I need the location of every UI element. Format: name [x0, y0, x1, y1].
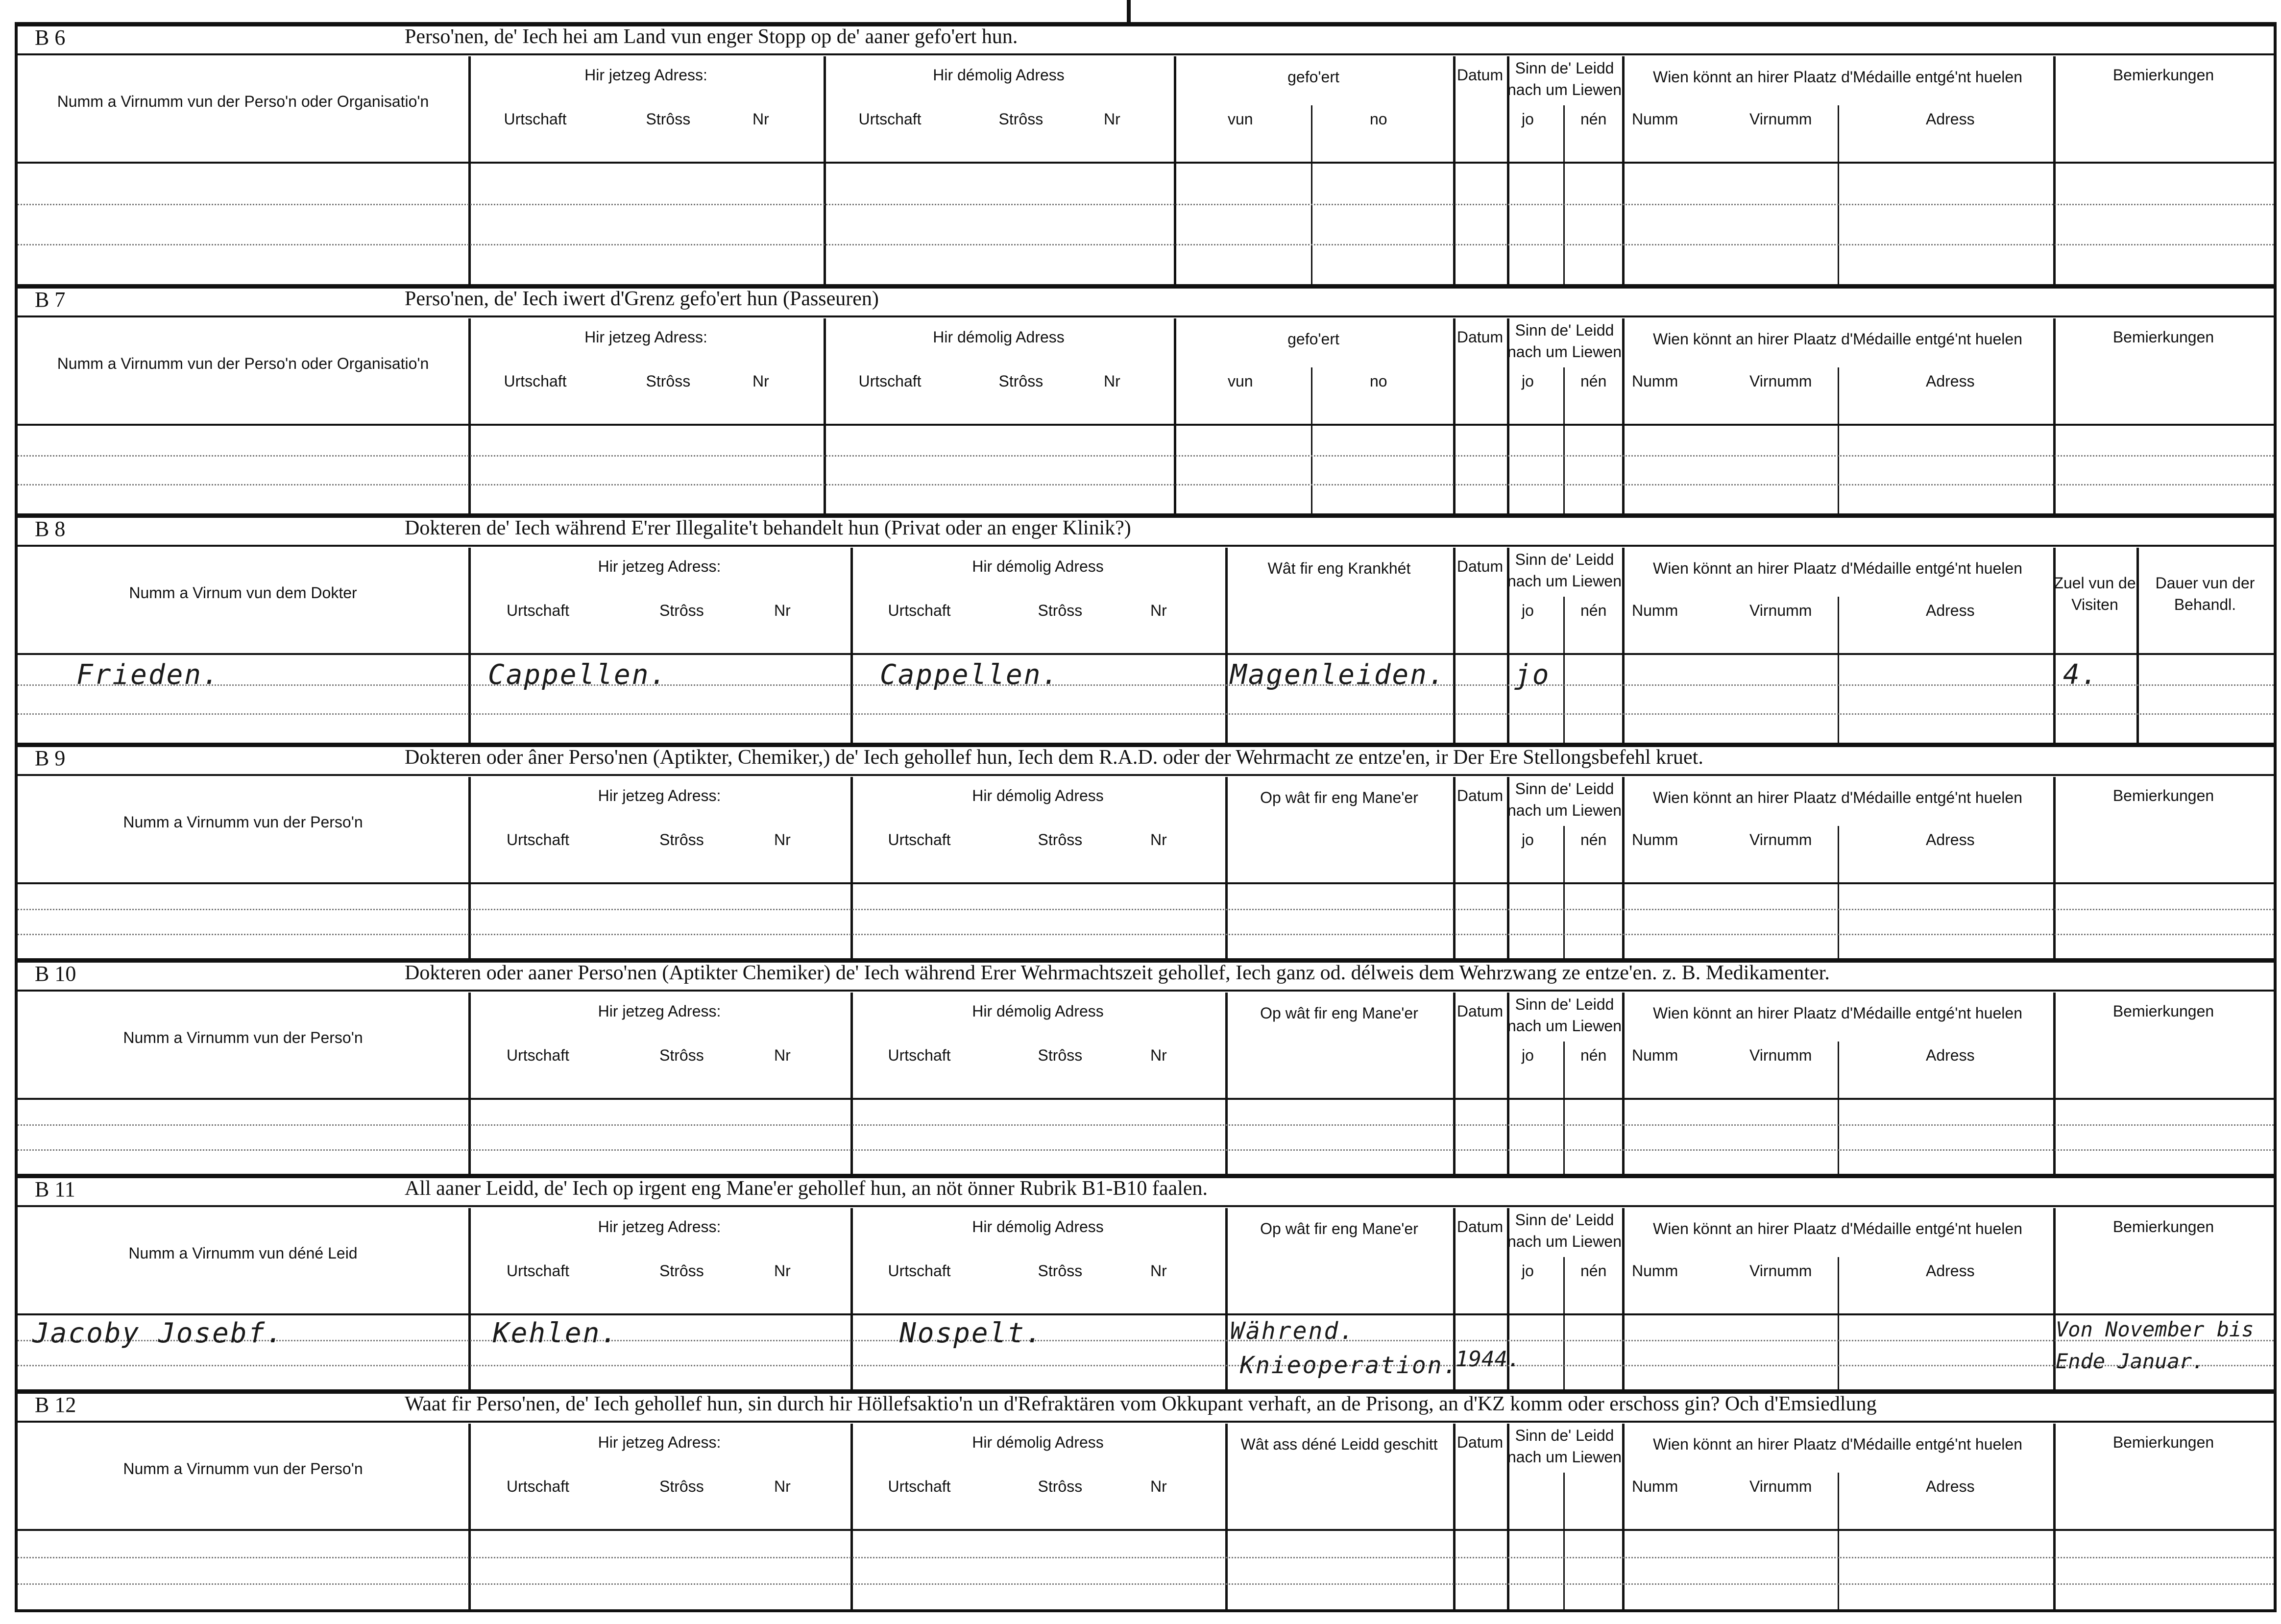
header-rule — [18, 424, 2274, 426]
surname-header: Numm — [1632, 831, 1678, 848]
header-rule — [18, 882, 2274, 884]
place-header: Urtschaft — [504, 110, 567, 128]
alive-header: Sinn de' Leidd nach um Liewen — [1507, 995, 1622, 1035]
street-header: Strôss — [646, 372, 691, 390]
no-header: nén — [1580, 831, 1607, 848]
surname-header: Numm — [1632, 1478, 1678, 1495]
former-address-header: Hir démolig Adress — [972, 787, 1104, 804]
yes-header: jo — [1522, 1262, 1534, 1280]
column-divider — [1174, 56, 1176, 284]
remarks-header: Bemierkungen — [2112, 1433, 2214, 1451]
street-header: Strôss — [1038, 831, 1083, 848]
entry-manner-line2[interactable]: Knieoperation. — [1240, 1352, 1459, 1379]
medal-header: Wien könnt an hirer Plaatz d'Médaille entgé'nt huelen — [1652, 330, 2022, 348]
place-header: Urtschaft — [507, 1046, 570, 1064]
row-rule — [18, 1557, 2274, 1558]
medal-header: Wien könnt an hirer Plaatz d'Médaille entgé'nt huelen — [1652, 1004, 2022, 1022]
street-header: Strôss — [659, 1478, 704, 1495]
entry-alive[interactable]: jo — [1514, 659, 1551, 691]
street-header: Strôss — [1038, 1478, 1083, 1495]
to-header: no — [1370, 110, 1387, 128]
to-header: no — [1370, 372, 1387, 390]
address-header: Adress — [1926, 110, 1975, 128]
yes-no-divider — [1563, 1042, 1565, 1174]
title-rule — [18, 1421, 2274, 1423]
yes-header: jo — [1522, 602, 1534, 619]
address-header: Adress — [1926, 602, 1975, 619]
yes-header: jo — [1522, 110, 1534, 128]
entry-remark-line2[interactable]: Ende Januar. — [2056, 1349, 2205, 1373]
date-header: Datum — [1456, 787, 1504, 804]
title-rule — [18, 315, 2274, 317]
street-header: Strôss — [659, 602, 704, 619]
medal-divider — [1838, 826, 1839, 958]
column3-header: gefo'ert — [1287, 330, 1339, 348]
section-b8 — [18, 513, 2274, 743]
column-divider — [2053, 56, 2056, 284]
title-rule — [18, 53, 2274, 55]
row-rule — [18, 1365, 2274, 1366]
place-header: Urtschaft — [507, 1478, 570, 1495]
yes-header: jo — [1522, 372, 1534, 390]
number-header: Nr — [1150, 1262, 1167, 1280]
address-header: Adress — [1926, 831, 1975, 848]
medal-header: Wien könnt an hirer Plaatz d'Médaille entgé'nt huelen — [1652, 1220, 2022, 1237]
number-header: Nr — [1150, 831, 1167, 848]
alive-header: Sinn de' Leidd nach um Liewen — [1507, 59, 1622, 98]
yes-header: jo — [1522, 831, 1534, 848]
name-header: Numm a Virnumm vun der Perso'n — [123, 1029, 363, 1046]
former-address-header: Hir démolig Adress — [972, 557, 1104, 575]
row-rule — [18, 204, 2274, 205]
medal-divider — [1838, 1042, 1839, 1174]
medal-divider — [1838, 367, 1839, 513]
date-header: Datum — [1456, 1002, 1504, 1020]
form-page — [15, 22, 2277, 1612]
surname-header: Numm — [1632, 1262, 1678, 1280]
medal-header: Wien könnt an hirer Plaatz d'Médaille entgé'nt huelen — [1652, 789, 2022, 806]
place-header: Urtschaft — [858, 110, 922, 128]
entry-visits[interactable]: 4. — [2063, 659, 2099, 691]
street-header: Strôss — [659, 1262, 704, 1280]
current-address-header: Hir jetzeg Adress: — [598, 557, 721, 575]
place-header: Urtschaft — [858, 372, 922, 390]
number-header: Nr — [774, 602, 791, 619]
from-to-divider — [1311, 105, 1312, 284]
date-header: Datum — [1456, 1433, 1504, 1451]
yes-no-divider — [1563, 367, 1565, 513]
place-header: Urtschaft — [507, 1262, 570, 1280]
section-title: Perso'nen, de' Iech iwert d'Grenz gefo'ert hun (Passeuren) — [405, 288, 879, 310]
section-id: B 10 — [35, 962, 76, 986]
former-address-header: Hir démolig Adress — [972, 1002, 1104, 1020]
medal-divider — [1838, 597, 1839, 743]
medal-divider — [1838, 1473, 1839, 1609]
yes-no-divider — [1563, 1473, 1565, 1609]
place-header: Urtschaft — [504, 372, 567, 390]
name-header: Numm a Virnumm vun der Perso'n oder Organisatio'n — [57, 93, 429, 110]
remarks-header: Bemierkungen — [2112, 787, 2214, 804]
address-header: Adress — [1926, 1478, 1975, 1495]
place-header: Urtschaft — [888, 1262, 951, 1280]
alive-header: Sinn de' Leidd nach um Liewen — [1507, 551, 1622, 590]
number-header: Nr — [1150, 602, 1167, 619]
street-header: Strôss — [1038, 602, 1083, 619]
section-title: Perso'nen, de' Iech hei am Land vun enger Stopp op de' aaner gefo'ert hun. — [405, 25, 1018, 48]
entry-date[interactable]: 1944. — [1456, 1347, 1521, 1372]
current-address-header: Hir jetzeg Adress: — [598, 787, 721, 804]
former-address-header: Hir démolig Adress — [972, 1433, 1104, 1451]
former-address-header: Hir démolig Adress — [972, 1218, 1104, 1236]
number-header: Nr — [1104, 372, 1120, 390]
place-header: Urtschaft — [888, 602, 951, 619]
surname-header: Numm — [1632, 372, 1678, 390]
row-rule — [18, 934, 2274, 935]
address-header: Adress — [1926, 1046, 1975, 1064]
row-rule — [18, 244, 2274, 245]
firstname-header: Virnumm — [1749, 602, 1812, 619]
yes-no-divider — [1563, 826, 1565, 958]
current-address-header: Hir jetzeg Adress: — [598, 1002, 721, 1020]
remarks-header: Bemierkungen — [2112, 66, 2214, 84]
section-title: All aaner Leidd, de' Iech op irgent eng Mane'er gehollef hun, an nöt önner Rubrik B1-B10 faalen. — [405, 1177, 1208, 1200]
visits-header: Zuel vun de Visiten — [2054, 574, 2136, 613]
remarks-header: Bemierkungen — [2112, 328, 2214, 346]
number-header: Nr — [1150, 1046, 1167, 1064]
column-divider — [1622, 56, 1625, 284]
section-id: B 9 — [35, 746, 66, 770]
header-rule — [18, 1098, 2274, 1100]
firstname-header: Virnumm — [1749, 1478, 1812, 1495]
column-divider — [1453, 56, 1456, 284]
street-header: Strôss — [998, 372, 1043, 390]
row-rule — [18, 713, 2274, 715]
alive-header: Sinn de' Leidd nach um Liewen — [1507, 1211, 1622, 1250]
number-header: Nr — [774, 831, 791, 848]
street-header: Strôss — [659, 1046, 704, 1064]
alive-header: Sinn de' Leidd nach um Liewen — [1507, 780, 1622, 819]
medal-header: Wien könnt an hirer Plaatz d'Médaille entgé'nt huelen — [1652, 68, 2022, 86]
section-id: B 12 — [35, 1393, 76, 1417]
date-header: Datum — [1456, 66, 1504, 84]
current-address-header: Hir jetzeg Adress: — [584, 328, 707, 346]
firstname-header: Virnumm — [1749, 1262, 1812, 1280]
entry-remark-line1[interactable]: Von November bis — [2056, 1317, 2254, 1341]
number-header: Nr — [752, 110, 769, 128]
column3-header: Wât fir eng Krankhét — [1267, 559, 1411, 577]
entry-former-place[interactable]: Cappellen. — [880, 659, 1060, 691]
place-header: Urtschaft — [507, 831, 570, 848]
row-rule — [18, 1124, 2274, 1126]
column3-header: Op wât fir eng Mane'er — [1260, 789, 1418, 806]
section-id: B 6 — [35, 25, 66, 49]
name-header: Numm a Virnumm vun der Perso'n — [123, 1460, 363, 1478]
remarks-header: Bemierkungen — [2112, 1218, 2214, 1236]
date-header: Datum — [1456, 1218, 1504, 1236]
number-header: Nr — [1150, 1478, 1167, 1495]
yes-no-divider — [1563, 597, 1565, 743]
row-rule — [18, 909, 2274, 910]
place-header: Urtschaft — [507, 602, 570, 619]
street-header: Strôss — [998, 110, 1043, 128]
yes-no-divider — [1563, 1257, 1565, 1389]
firstname-header: Virnumm — [1749, 372, 1812, 390]
title-rule — [18, 774, 2274, 776]
address-header: Adress — [1926, 1262, 1975, 1280]
column3-header: Wât ass déné Leidd geschitt — [1240, 1435, 1438, 1453]
current-address-header: Hir jetzeg Adress: — [598, 1218, 721, 1236]
place-header: Urtschaft — [888, 831, 951, 848]
surname-header: Numm — [1632, 602, 1678, 619]
entry-current-place[interactable]: Kehlen. — [493, 1317, 619, 1349]
medal-header: Wien könnt an hirer Plaatz d'Médaille entgé'nt huelen — [1652, 559, 2022, 577]
place-header: Urtschaft — [888, 1478, 951, 1495]
alive-header: Sinn de' Leidd nach um Liewen — [1507, 1427, 1622, 1466]
former-address-header: Hir démolig Adress — [933, 66, 1065, 84]
date-header: Datum — [1456, 557, 1504, 575]
surname-header: Numm — [1632, 110, 1678, 128]
firstname-header: Virnumm — [1749, 110, 1812, 128]
entry-illness[interactable]: Magenleiden. — [1230, 659, 1446, 691]
no-header: nén — [1580, 110, 1607, 128]
entry-manner-line1[interactable]: Während. — [1230, 1317, 1356, 1345]
name-header: Numm a Virnumm vun der Perso'n — [123, 813, 363, 831]
firstname-header: Virnumm — [1749, 831, 1812, 848]
street-header: Strôss — [659, 831, 704, 848]
row-rule — [18, 1149, 2274, 1151]
yes-header: jo — [1522, 1046, 1534, 1064]
remarks-header: Bemierkungen — [2112, 1002, 2214, 1020]
section-id: B 7 — [35, 288, 66, 312]
number-header: Nr — [1104, 110, 1120, 128]
column3-header: Op wât fir eng Mane'er — [1260, 1004, 1418, 1022]
former-address-header: Hir démolig Adress — [933, 328, 1065, 346]
place-header: Urtschaft — [888, 1046, 951, 1064]
header-rule — [18, 162, 2274, 164]
entry-helper-name[interactable]: Jacoby Josebf. — [32, 1317, 285, 1349]
section-title: Waat fir Perso'nen, de' Iech gehollef hun, sin durch hir Höllefsaktio'n un d'Refraktären vom Okkupant verhaft, an de Prisong, an d'KZ komm oder erschoss gin? Och d'Emsiedlung — [405, 1393, 1877, 1415]
section-title: Dokteren oder aaner Perso'nen (Aptikter Chemiker) de' Iech während Erer Wehrmachtszeit gehollef, Iech ganz od. délweis dem Wehrzwang ze entze'en. z. B. Medikamenter. — [405, 962, 1830, 984]
no-header: nén — [1580, 1262, 1607, 1280]
yes-no-divider — [1563, 105, 1565, 284]
row-rule — [18, 484, 2274, 485]
name-header: Numm a Virnum vun dem Dokter — [129, 584, 357, 602]
number-header: Nr — [752, 372, 769, 390]
number-header: Nr — [774, 1046, 791, 1064]
surname-header: Numm — [1632, 1046, 1678, 1064]
row-rule — [18, 1583, 2274, 1585]
medal-header: Wien könnt an hirer Plaatz d'Médaille entgé'nt huelen — [1652, 1435, 2022, 1453]
no-header: nén — [1580, 1046, 1607, 1064]
row-rule — [18, 1340, 2274, 1341]
header-rule — [18, 653, 2274, 655]
header-rule — [18, 1313, 2274, 1315]
section-id: B 11 — [35, 1177, 75, 1201]
row-rule — [18, 684, 2274, 686]
current-address-header: Hir jetzeg Adress: — [584, 66, 707, 84]
from-header: vun — [1228, 372, 1253, 390]
header-rule — [18, 1529, 2274, 1531]
section-id: B 8 — [35, 517, 66, 541]
street-header: Strôss — [1038, 1262, 1083, 1280]
no-header: nén — [1580, 372, 1607, 390]
duration-header: Dauer vun der Behandl. — [2155, 574, 2255, 613]
from-to-divider — [1311, 367, 1312, 513]
section-title: Dokteren oder âner Perso'nen (Aptikter, Chemiker,) de' Iech gehollef hun, Iech dem R.A.D. oder der Wehrmacht ze entze'en, ir Der Ere Stellongsbefehl kruet. — [405, 746, 1703, 769]
title-rule — [18, 990, 2274, 992]
number-header: Nr — [774, 1478, 791, 1495]
entry-current-place[interactable]: Cappellen. — [488, 659, 668, 691]
street-header: Strôss — [1038, 1046, 1083, 1064]
address-header: Adress — [1926, 372, 1975, 390]
medal-divider — [1838, 1257, 1839, 1389]
number-header: Nr — [774, 1262, 791, 1280]
column3-header: Op wât fir eng Mane'er — [1260, 1220, 1418, 1237]
title-rule — [18, 545, 2274, 547]
street-header: Strôss — [646, 110, 691, 128]
medal-divider — [1838, 105, 1839, 284]
name-header: Numm a Virnumm vun déné Leid — [128, 1244, 358, 1262]
title-rule — [18, 1205, 2274, 1207]
row-rule — [18, 455, 2274, 457]
column-divider — [468, 56, 471, 284]
section-b7 — [18, 284, 2274, 513]
entry-doctor-name[interactable]: Frieden. — [76, 659, 220, 691]
date-header: Datum — [1456, 328, 1504, 346]
firstname-header: Virnumm — [1749, 1046, 1812, 1064]
top-tick-mark — [1127, 0, 1131, 24]
column-divider — [824, 56, 826, 284]
from-header: vun — [1228, 110, 1253, 128]
section-title: Dokteren de' Iech während E'rer Illegalite't behandelt hun (Privat oder an enger Klinik?) — [405, 517, 1131, 539]
no-header: nén — [1580, 602, 1607, 619]
current-address-header: Hir jetzeg Adress: — [598, 1433, 721, 1451]
entry-former-place[interactable]: Nospelt. — [899, 1317, 1043, 1349]
column3-header: gefo'ert — [1287, 68, 1339, 86]
name-header: Numm a Virnumm vun der Perso'n oder Organisatio'n — [57, 355, 429, 372]
alive-header: Sinn de' Leidd nach um Liewen — [1507, 321, 1622, 361]
